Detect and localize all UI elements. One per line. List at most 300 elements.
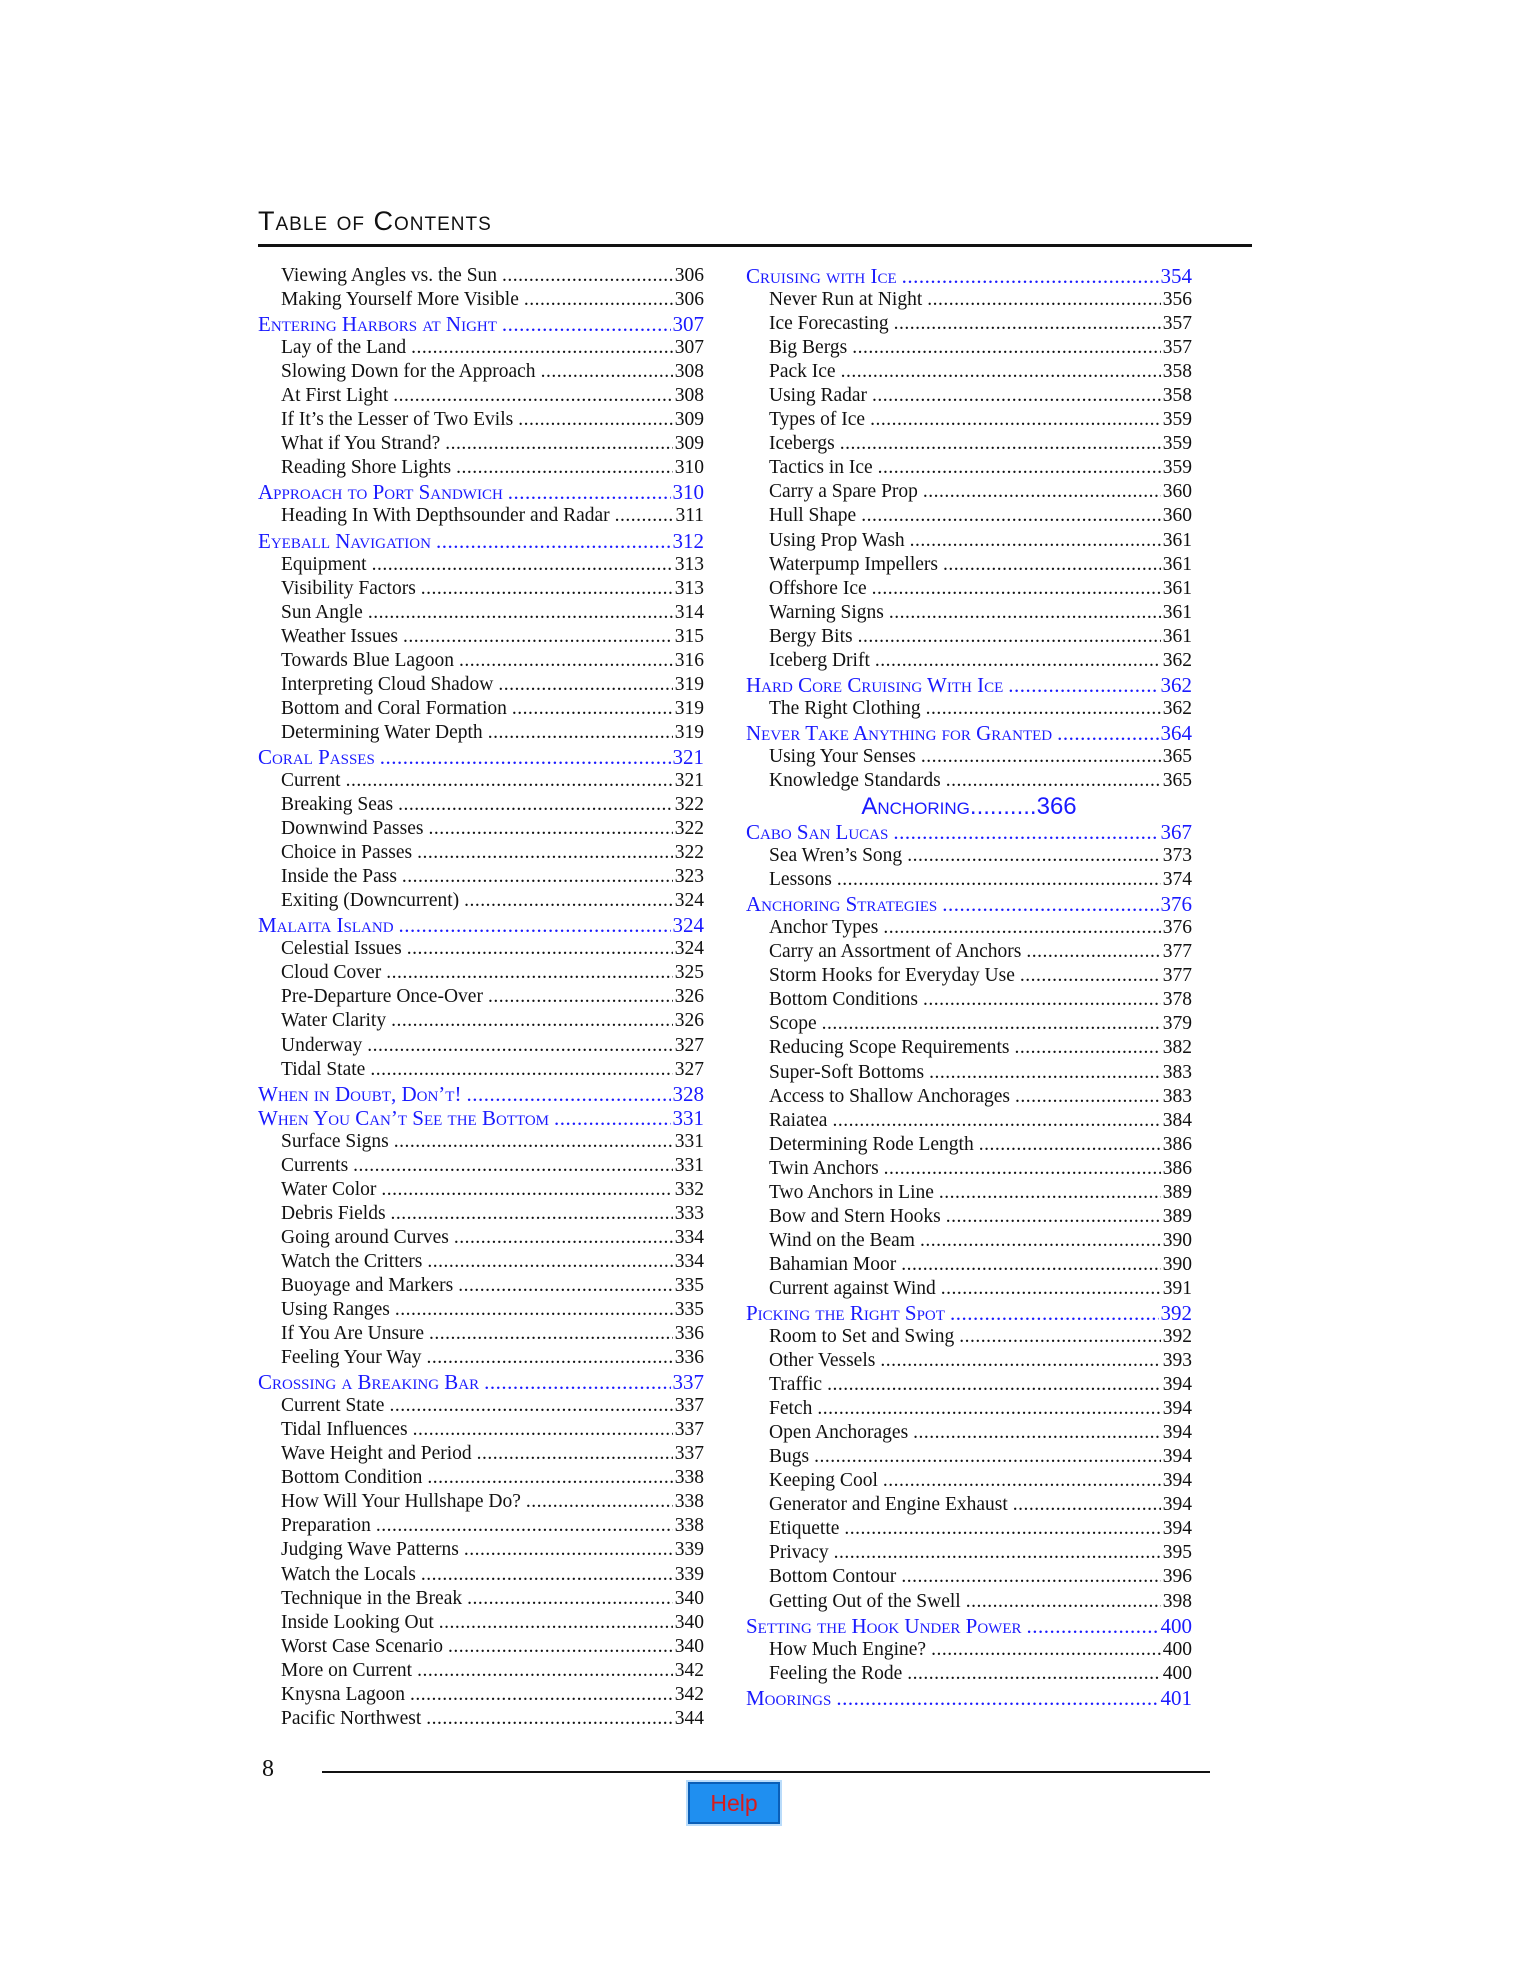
toc-page-number: 359 bbox=[1162, 433, 1192, 455]
toc-page-number: 319 bbox=[674, 697, 704, 719]
toc-entry-title: Keeping Cool bbox=[769, 1470, 878, 1492]
toc-entry bbox=[746, 1157, 1192, 1181]
toc-entry-title: The Right Clothing bbox=[769, 697, 921, 719]
dot-leader bbox=[417, 841, 673, 865]
toc-entry-title: Choice in Passes bbox=[281, 842, 413, 864]
dot-leader bbox=[407, 937, 673, 961]
toc-entry bbox=[258, 1635, 704, 1659]
toc-entry-title: Inside the Pass bbox=[281, 866, 397, 888]
toc-page-number: 365 bbox=[1162, 745, 1192, 767]
toc-page-number: 332 bbox=[674, 1178, 704, 1200]
toc-entry-title: Bottom Condition bbox=[281, 1467, 423, 1489]
toc-page-number: 373 bbox=[1162, 845, 1192, 867]
toc-page-number: 306 bbox=[674, 265, 704, 286]
toc-page-number: 383 bbox=[1162, 1085, 1192, 1107]
dot-leader bbox=[872, 384, 1161, 408]
toc-entry bbox=[258, 1009, 704, 1033]
toc-page-number: 315 bbox=[674, 625, 704, 647]
toc-entry-title: Approach to Port Sandwich bbox=[258, 480, 503, 505]
toc-entry-title: Determining Rode Length bbox=[769, 1133, 974, 1155]
toc-entry-title: How Much Engine? bbox=[769, 1638, 927, 1660]
toc-entry-title: Feeling Your Way bbox=[281, 1347, 422, 1369]
dot-leader bbox=[403, 625, 673, 649]
toc-entry bbox=[258, 1130, 704, 1154]
toc-page-number: 394 bbox=[1162, 1470, 1192, 1492]
toc-page-number: 342 bbox=[674, 1659, 704, 1681]
toc-entry bbox=[258, 721, 704, 745]
toc-page-number: 382 bbox=[1162, 1037, 1192, 1059]
toc-entry bbox=[746, 964, 1192, 988]
dot-leader bbox=[861, 504, 1161, 528]
dot-leader bbox=[827, 1373, 1161, 1397]
toc-page-number: 361 bbox=[1162, 553, 1192, 575]
toc-entry bbox=[746, 288, 1192, 312]
dot-leader bbox=[417, 1659, 673, 1683]
toc-section-link[interactable] bbox=[258, 312, 704, 336]
toc-entry-title: Surface Signs bbox=[281, 1130, 389, 1152]
toc-page-number: 309 bbox=[674, 409, 704, 431]
toc-entry-title: Slowing Down for the Approach bbox=[281, 361, 536, 383]
toc-entry bbox=[258, 336, 704, 360]
dot-leader bbox=[421, 577, 673, 601]
toc-entry-title: Traffic bbox=[769, 1374, 823, 1396]
dot-leader bbox=[929, 1061, 1161, 1085]
toc-entry bbox=[746, 868, 1192, 892]
toc-page-number: 337 bbox=[674, 1395, 704, 1417]
toc-entry bbox=[746, 1421, 1192, 1445]
dot-leader bbox=[834, 1541, 1161, 1565]
toc-chapter-link[interactable] bbox=[746, 794, 1192, 820]
toc-entry-title: Access to Shallow Anchorages bbox=[769, 1085, 1010, 1107]
toc-page-number: 328 bbox=[672, 1081, 704, 1106]
toc-entry-title: Coral Passes bbox=[258, 744, 375, 769]
toc-entry-title: Room to Set and Swing bbox=[769, 1326, 955, 1348]
dot-leader bbox=[393, 384, 672, 408]
dot-leader bbox=[836, 1686, 1158, 1710]
toc-entry-title: Sea Wren’s Song bbox=[769, 845, 903, 867]
toc-entry-title: Offshore Ice bbox=[769, 577, 867, 599]
toc-page-number: 366 bbox=[1036, 793, 1077, 821]
toc-entry bbox=[746, 360, 1192, 384]
dot-leader bbox=[477, 1442, 673, 1466]
toc-entry bbox=[258, 504, 704, 528]
dot-leader bbox=[410, 1683, 673, 1707]
toc-entry-title: Eyeball Navigation bbox=[258, 528, 431, 553]
toc-entry bbox=[258, 432, 704, 456]
toc-entry-title: Heading In With Depthsounder and Radar bbox=[281, 505, 610, 527]
dot-leader bbox=[907, 1662, 1161, 1686]
toc-entry bbox=[258, 1346, 704, 1370]
toc-section-link[interactable] bbox=[258, 745, 704, 769]
dot-leader bbox=[852, 336, 1161, 360]
toc-entry bbox=[746, 1638, 1192, 1662]
toc-entry bbox=[746, 1325, 1192, 1349]
toc-entry-title: Bottom Contour bbox=[769, 1566, 897, 1588]
toc-entry-title: Celestial Issues bbox=[281, 938, 402, 960]
toc-entry bbox=[258, 1538, 704, 1562]
toc-section-link[interactable] bbox=[258, 529, 704, 553]
dot-leader bbox=[464, 889, 673, 913]
toc-entry-title: Hard Core Cruising With Ice bbox=[746, 672, 1004, 697]
toc-page-number: 357 bbox=[1162, 313, 1192, 335]
toc-page-number: 331 bbox=[674, 1130, 704, 1152]
dot-leader bbox=[858, 625, 1161, 649]
dot-leader bbox=[402, 865, 673, 889]
dot-leader bbox=[376, 1514, 673, 1538]
toc-entry-title: Viewing Angles vs. the Sun bbox=[281, 265, 498, 286]
toc-page-number: 390 bbox=[1162, 1229, 1192, 1251]
toc-entry-title: Feeling the Rode bbox=[769, 1662, 903, 1684]
toc-entry bbox=[258, 1298, 704, 1322]
toc-entry bbox=[746, 1590, 1192, 1614]
toc-entry-title: Twin Anchors bbox=[769, 1157, 879, 1179]
footer-divider bbox=[322, 1771, 1210, 1773]
dot-leader bbox=[837, 868, 1161, 892]
toc-entry-title: Cloud Cover bbox=[281, 962, 382, 984]
toc-entry bbox=[258, 1226, 704, 1250]
toc-page-number: 361 bbox=[1162, 625, 1192, 647]
toc-entry bbox=[258, 889, 704, 913]
toc-entry bbox=[746, 1469, 1192, 1493]
toc-entry-title: Bottom and Coral Formation bbox=[281, 697, 507, 719]
toc-entry-title: Fetch bbox=[769, 1398, 813, 1420]
toc-entry-title: Preparation bbox=[281, 1515, 371, 1537]
toc-section-link[interactable] bbox=[746, 892, 1192, 916]
toc-page-number: 386 bbox=[1162, 1157, 1192, 1179]
dot-leader bbox=[467, 1587, 673, 1611]
toc-entry bbox=[258, 1250, 704, 1274]
toc-entry-title: Privacy bbox=[769, 1542, 829, 1564]
dot-leader bbox=[353, 1154, 673, 1178]
toc-entry bbox=[258, 793, 704, 817]
toc-entry-title: Buoyage and Markers bbox=[281, 1274, 454, 1296]
dot-leader bbox=[398, 793, 673, 817]
toc-page-number: 321 bbox=[672, 744, 704, 769]
toc-entry-title: Watch the Critters bbox=[281, 1250, 423, 1272]
dot-leader bbox=[466, 1082, 670, 1106]
dot-leader bbox=[1008, 673, 1158, 697]
toc-section-link[interactable] bbox=[746, 673, 1192, 697]
toc-entry-title: Carry an Assortment of Anchors bbox=[769, 941, 1022, 963]
dot-leader bbox=[554, 1106, 670, 1130]
toc-entry-title: Generator and Engine Exhaust bbox=[769, 1494, 1008, 1516]
toc-page-number: 338 bbox=[674, 1467, 704, 1489]
toc-entry-title: Wave Height and Period bbox=[281, 1443, 472, 1465]
toc-page-number: 365 bbox=[1162, 769, 1192, 791]
toc-page-number: 336 bbox=[674, 1323, 704, 1345]
dot-leader bbox=[841, 360, 1161, 384]
toc-entry-title: Cabo San Lucas bbox=[746, 820, 889, 845]
toc-entry bbox=[258, 1058, 704, 1082]
toc-section-link[interactable] bbox=[258, 1082, 704, 1106]
toc-page-number: 383 bbox=[1162, 1061, 1192, 1083]
toc-page-number: 333 bbox=[674, 1202, 704, 1224]
toc-entry-title: Setting the Hook Under Power bbox=[746, 1613, 1022, 1638]
dot-leader bbox=[488, 985, 673, 1009]
toc-entry-title: How Will Your Hullshape Do? bbox=[281, 1491, 521, 1513]
toc-entry-title: Wind on the Beam bbox=[769, 1229, 915, 1251]
toc-section-link[interactable] bbox=[258, 1106, 704, 1130]
toc-section-link[interactable] bbox=[746, 721, 1192, 745]
toc-page-number: 394 bbox=[1162, 1494, 1192, 1516]
toc-entry bbox=[258, 1514, 704, 1538]
dot-leader bbox=[923, 988, 1161, 1012]
dot-leader bbox=[878, 456, 1161, 480]
toc-entry bbox=[258, 1154, 704, 1178]
toc-page-number: 339 bbox=[674, 1539, 704, 1561]
toc-page-number: 364 bbox=[1160, 720, 1192, 745]
dot-leader bbox=[1013, 1493, 1161, 1517]
toc-entry bbox=[746, 529, 1192, 553]
toc-entry bbox=[258, 625, 704, 649]
toc-entry bbox=[258, 1178, 704, 1202]
dot-leader bbox=[923, 480, 1161, 504]
dot-leader bbox=[920, 1229, 1161, 1253]
dot-leader bbox=[421, 1563, 673, 1587]
toc-page-number: 394 bbox=[1162, 1446, 1192, 1468]
toc-entry bbox=[258, 673, 704, 697]
toc-entry bbox=[258, 1563, 704, 1587]
toc-page-number: 395 bbox=[1162, 1542, 1192, 1564]
toc-entry-title: Bottom Conditions bbox=[769, 989, 918, 1011]
dot-leader bbox=[910, 529, 1161, 553]
dot-leader bbox=[942, 892, 1158, 916]
toc-entry bbox=[746, 988, 1192, 1012]
dot-leader bbox=[840, 432, 1161, 456]
toc-page-number: 307 bbox=[674, 337, 704, 359]
toc-entry bbox=[258, 408, 704, 432]
dot-leader bbox=[524, 288, 673, 312]
toc-page-number: 307 bbox=[672, 312, 704, 337]
dot-leader bbox=[426, 1707, 672, 1731]
toc-entry bbox=[746, 601, 1192, 625]
dot-leader bbox=[439, 1611, 673, 1635]
toc-entry-title: Reading Shore Lights bbox=[281, 457, 452, 479]
dot-leader bbox=[427, 1466, 672, 1490]
toc-page-number: 379 bbox=[1162, 1013, 1192, 1035]
toc-entry-title: Pacific Northwest bbox=[281, 1707, 422, 1729]
toc-page-number: 338 bbox=[674, 1515, 704, 1537]
toc-entry bbox=[258, 985, 704, 1009]
toc-entry-title: Water Color bbox=[281, 1178, 377, 1200]
dot-leader bbox=[456, 456, 673, 480]
dot-leader bbox=[927, 288, 1160, 312]
toc-entry bbox=[746, 1517, 1192, 1541]
toc-entry-title: Raiatea bbox=[769, 1109, 828, 1131]
toc-entry bbox=[258, 649, 704, 673]
toc-page-number: 313 bbox=[674, 553, 704, 575]
toc-entry bbox=[258, 1587, 704, 1611]
toc-entry-title: Moorings bbox=[746, 1685, 832, 1710]
dot-leader bbox=[907, 844, 1161, 868]
toc-entry-title: Technique in the Break bbox=[281, 1587, 463, 1609]
toc-entry bbox=[258, 288, 704, 312]
toc-entry bbox=[746, 1541, 1192, 1565]
toc-entry-title: If It’s the Lesser of Two Evils bbox=[281, 409, 514, 431]
toc-entry bbox=[746, 408, 1192, 432]
toc-entry bbox=[746, 916, 1192, 940]
toc-page-number: 311 bbox=[675, 505, 704, 527]
toc-page-number: 313 bbox=[674, 577, 704, 599]
dot-leader bbox=[518, 408, 673, 432]
toc-entry bbox=[258, 1683, 704, 1707]
toc-page-number: 326 bbox=[674, 986, 704, 1008]
toc-section-link[interactable] bbox=[746, 264, 1192, 288]
toc-entry-title: Knysna Lagoon bbox=[281, 1683, 406, 1705]
dot-leader bbox=[901, 1565, 1160, 1589]
toc-entry-title: Super-Soft Bottoms bbox=[769, 1061, 925, 1083]
toc-page-number: 394 bbox=[1162, 1398, 1192, 1420]
toc-entry bbox=[258, 961, 704, 985]
dot-leader bbox=[413, 1418, 673, 1442]
dot-leader bbox=[884, 1157, 1161, 1181]
toc-entry-title: Lessons bbox=[769, 869, 832, 891]
toc-page-number: 356 bbox=[1162, 289, 1192, 311]
dot-leader bbox=[526, 1490, 673, 1514]
toc-entry bbox=[746, 769, 1192, 793]
toc-page-number: 394 bbox=[1162, 1374, 1192, 1396]
dot-leader bbox=[959, 1325, 1160, 1349]
dot-leader bbox=[391, 1009, 673, 1033]
dot-leader bbox=[395, 1298, 673, 1322]
toc-entry-title: Using Ranges bbox=[281, 1299, 390, 1321]
toc-section-link[interactable] bbox=[746, 1686, 1192, 1710]
dot-leader bbox=[394, 1130, 673, 1154]
toc-entry bbox=[258, 601, 704, 625]
toc-section-link[interactable] bbox=[746, 1614, 1192, 1638]
toc-entry-title: Inside Looking Out bbox=[281, 1611, 434, 1633]
dot-leader bbox=[508, 480, 671, 504]
toc-page-number: 310 bbox=[672, 480, 704, 505]
help-button[interactable]: Help bbox=[688, 1782, 780, 1824]
toc-entry-title: Pack Ice bbox=[769, 361, 836, 383]
toc-entry-title: Towards Blue Lagoon bbox=[281, 649, 455, 671]
toc-entry-title: Knowledge Standards bbox=[769, 769, 941, 791]
dot-leader bbox=[484, 1370, 670, 1394]
toc-entry bbox=[258, 1394, 704, 1418]
toc-entry bbox=[258, 1418, 704, 1442]
toc-page-number: 314 bbox=[674, 601, 704, 623]
toc-page-number: 335 bbox=[674, 1274, 704, 1296]
toc-page-number: 400 bbox=[1160, 1613, 1192, 1638]
toc-entry bbox=[746, 1109, 1192, 1133]
dot-leader bbox=[502, 312, 671, 336]
dot-leader bbox=[966, 1590, 1161, 1614]
toc-entry-title: Sun Angle bbox=[281, 601, 363, 623]
toc-page-number: 319 bbox=[674, 721, 704, 743]
toc-section-link[interactable] bbox=[258, 913, 704, 937]
toc-entry-title: Bugs bbox=[769, 1446, 810, 1468]
toc-page-number: 377 bbox=[1162, 965, 1192, 987]
toc-page-number: 391 bbox=[1162, 1277, 1192, 1299]
toc-entry-title: Warning Signs bbox=[769, 601, 884, 623]
toc-entry-title: Etiquette bbox=[769, 1518, 840, 1540]
toc-section-link[interactable] bbox=[746, 1301, 1192, 1325]
toc-entry-title: Ice Forecasting bbox=[769, 313, 889, 335]
dot-leader bbox=[502, 264, 673, 288]
toc-entry bbox=[746, 384, 1192, 408]
toc-entry-title: Watch the Locals bbox=[281, 1563, 416, 1585]
toc-entry-title: Using Your Senses bbox=[769, 745, 916, 767]
toc-section-link[interactable] bbox=[746, 820, 1192, 844]
dot-leader bbox=[1015, 1085, 1161, 1109]
toc-entry-title: Two Anchors in Line bbox=[769, 1181, 934, 1203]
toc-section-link[interactable] bbox=[258, 480, 704, 504]
dot-leader bbox=[941, 1277, 1161, 1301]
header-divider bbox=[258, 244, 1252, 247]
dot-leader bbox=[814, 1445, 1161, 1469]
toc-page-number: 334 bbox=[674, 1250, 704, 1272]
dot-leader bbox=[939, 1181, 1161, 1205]
toc-entry-title: Tidal State bbox=[281, 1058, 366, 1080]
toc-entry bbox=[746, 1493, 1192, 1517]
toc-entry bbox=[258, 456, 704, 480]
toc-entry-title: Iceberg Drift bbox=[769, 649, 870, 671]
dot-leader bbox=[970, 794, 1037, 820]
toc-page-number: 340 bbox=[674, 1611, 704, 1633]
toc-section-link[interactable] bbox=[258, 1370, 704, 1394]
toc-page-number: 376 bbox=[1162, 917, 1192, 939]
toc-entry bbox=[746, 1181, 1192, 1205]
toc-page-number: 337 bbox=[672, 1370, 704, 1395]
dot-leader bbox=[381, 1178, 672, 1202]
toc-page-number: 336 bbox=[674, 1347, 704, 1369]
toc-entry bbox=[258, 1490, 704, 1514]
toc-entry-title: Exiting (Downcurrent) bbox=[281, 890, 460, 912]
toc-entry bbox=[746, 1061, 1192, 1085]
toc-entry-title: Making Yourself More Visible bbox=[281, 289, 519, 311]
toc-page-number: 322 bbox=[674, 818, 704, 840]
toc-entry-title: Determining Water Depth bbox=[281, 721, 483, 743]
toc-page-number: 309 bbox=[674, 433, 704, 455]
toc-page-number: 308 bbox=[674, 361, 704, 383]
toc-page-number: 357 bbox=[1162, 337, 1192, 359]
toc-page-number: 339 bbox=[674, 1563, 704, 1585]
dot-leader bbox=[615, 504, 674, 528]
toc-page-number: 394 bbox=[1162, 1518, 1192, 1540]
toc-entry bbox=[746, 1205, 1192, 1229]
toc-entry bbox=[746, 1349, 1192, 1373]
toc-entry bbox=[746, 1277, 1192, 1301]
toc-entry bbox=[258, 1611, 704, 1635]
toc-entry bbox=[258, 264, 704, 288]
dot-leader bbox=[822, 1012, 1161, 1036]
toc-entry-title: Current against Wind bbox=[769, 1277, 936, 1299]
toc-entry-title: Reducing Scope Requirements bbox=[769, 1037, 1010, 1059]
toc-page-number: 324 bbox=[672, 913, 704, 938]
toc-page-number: 325 bbox=[674, 962, 704, 984]
dot-leader bbox=[370, 1058, 672, 1082]
dot-leader bbox=[411, 336, 673, 360]
dot-leader bbox=[875, 649, 1161, 673]
toc-entry bbox=[258, 769, 704, 793]
toc-page-number: 376 bbox=[1160, 892, 1192, 917]
toc-entry bbox=[746, 336, 1192, 360]
dot-leader bbox=[428, 817, 672, 841]
dot-leader bbox=[979, 1133, 1161, 1157]
toc-page-number: 312 bbox=[672, 528, 704, 553]
toc-entry bbox=[746, 1036, 1192, 1060]
toc-entry bbox=[258, 1659, 704, 1683]
dot-leader bbox=[943, 553, 1161, 577]
toc-page-number: 324 bbox=[674, 938, 704, 960]
dot-leader bbox=[872, 577, 1161, 601]
dot-leader bbox=[926, 697, 1161, 721]
toc-page-number: 384 bbox=[1162, 1109, 1192, 1131]
toc-entry-title: When You Can’t See the Bottom bbox=[258, 1105, 550, 1130]
toc-entry bbox=[258, 577, 704, 601]
dot-leader bbox=[901, 1253, 1160, 1277]
